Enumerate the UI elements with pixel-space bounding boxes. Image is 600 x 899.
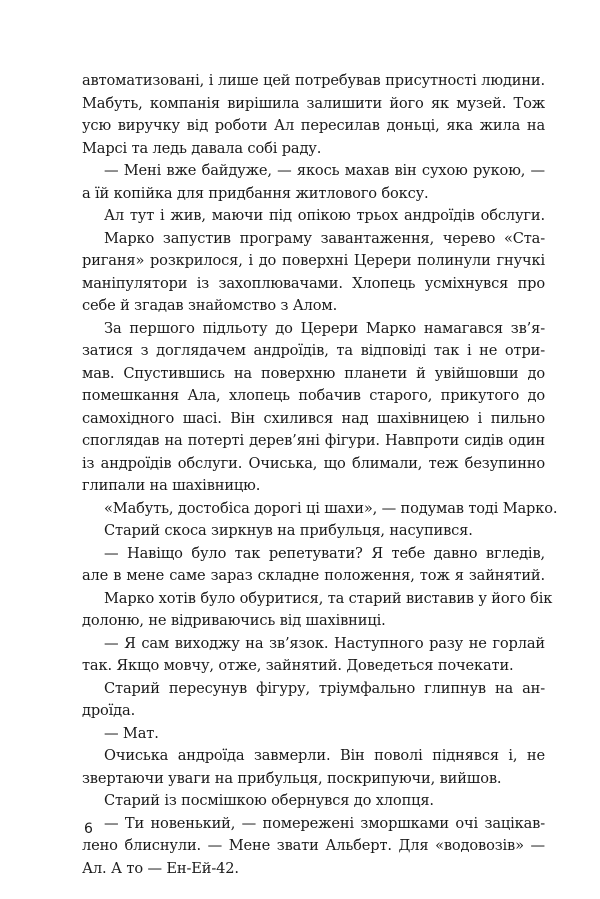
text-line: затися з доглядачем андроїдів, та відповіді так і не отри- bbox=[82, 342, 545, 359]
text-line: Ал тут і жив, маючи під опікою трьох андроїдів обслуги. bbox=[104, 207, 545, 224]
text-line: дроїда. bbox=[82, 702, 136, 719]
text-line: — Мені вже байдуже, — якось махав він сухою рукою, — bbox=[104, 162, 545, 179]
text-line: із андроїдів обслуги. Очиська, що блимали, теж безупинно bbox=[82, 454, 545, 472]
text-line: За першого підльоту до Церери Марко намагався зв’я- bbox=[104, 319, 545, 337]
text-line: самохідного шасі. Він схилився над шахівницею і пильно bbox=[82, 409, 545, 427]
text-line: риганя» розкрилося, і до поверхні Церери полинули гнучкі bbox=[82, 252, 545, 269]
text-line: — Я сам виходжу на зв’язок. Наступного разу не горлай bbox=[104, 634, 545, 652]
page-number: 6 bbox=[84, 821, 93, 837]
text-line: глипали на шахівницю. bbox=[82, 477, 261, 494]
text-line: усю виручку від роботи Ал пересилав доньці, яка жила на bbox=[82, 117, 545, 134]
text-line: Очиська андроїда завмерли. Він поволі піднявся і, не bbox=[104, 747, 545, 764]
text-line: себе й згадав знайомство з Алом. bbox=[82, 297, 338, 314]
text-line: споглядав на потерті дерев’яні фігури. Навпроти сидів один bbox=[82, 432, 545, 449]
text-line: так. Якщо мовчу, отже, зайнятий. Доведеться почекати. bbox=[82, 657, 514, 674]
text-line: — Навіщо було так репетувати? Я тебе давно вгледів, bbox=[104, 544, 545, 562]
text-line: але в мене саме зараз складне положення, тож я зайнятий. bbox=[82, 567, 545, 584]
text-line: — Ти новенький, — помережені зморшками очі зацікав- bbox=[104, 814, 545, 832]
text-line: — Мат. bbox=[104, 724, 159, 742]
text-line: Марко хотів було обуритися, та старий виставив у його бік bbox=[104, 589, 553, 607]
text-line: Старий пересунув фігуру, тріумфально глипнув на ан- bbox=[104, 679, 545, 697]
text-line: Ал. А то — Ен-Ей-42. bbox=[82, 859, 239, 877]
text-line: «Мабуть, достобіса дорогі ці шахи», — подумав тоді Марко. bbox=[104, 499, 558, 517]
text-line: помешкання Ала, хлопець побачив старого, прикутого до bbox=[82, 387, 545, 404]
text-line: лено блиснули. — Мене звати Альберт. Для «водовозів» — bbox=[82, 837, 545, 854]
text-line: мав. Спустившись на поверхню планети й увійшовши до bbox=[82, 364, 545, 382]
text-line: звертаючи уваги на прибульця, поскрипуючи, вийшов. bbox=[82, 769, 502, 787]
text-line: Мабуть, компанія вирішила залишити його як музей. Тож bbox=[82, 94, 545, 112]
text-line: маніпулятори із захоплювачами. Хлопець усміхнувся про bbox=[82, 274, 545, 292]
text-line: Старий із посмішкою обернувся до хлопця. bbox=[104, 792, 434, 809]
text-line: а їй копійка для придбання житлового боксу. bbox=[82, 184, 429, 202]
text-line: долоню, не відриваючись від шахівниці. bbox=[82, 612, 386, 629]
text-line: автоматизовані, і лише цей потребував присутності людини. bbox=[82, 72, 545, 89]
text-line: Старий скоса зиркнув на прибульця, насупився. bbox=[104, 522, 473, 539]
text-line: Марко запустив програму завантаження, черево «Ста- bbox=[104, 229, 545, 247]
text-line: Марсі та ледь давала собі раду. bbox=[82, 139, 322, 157]
